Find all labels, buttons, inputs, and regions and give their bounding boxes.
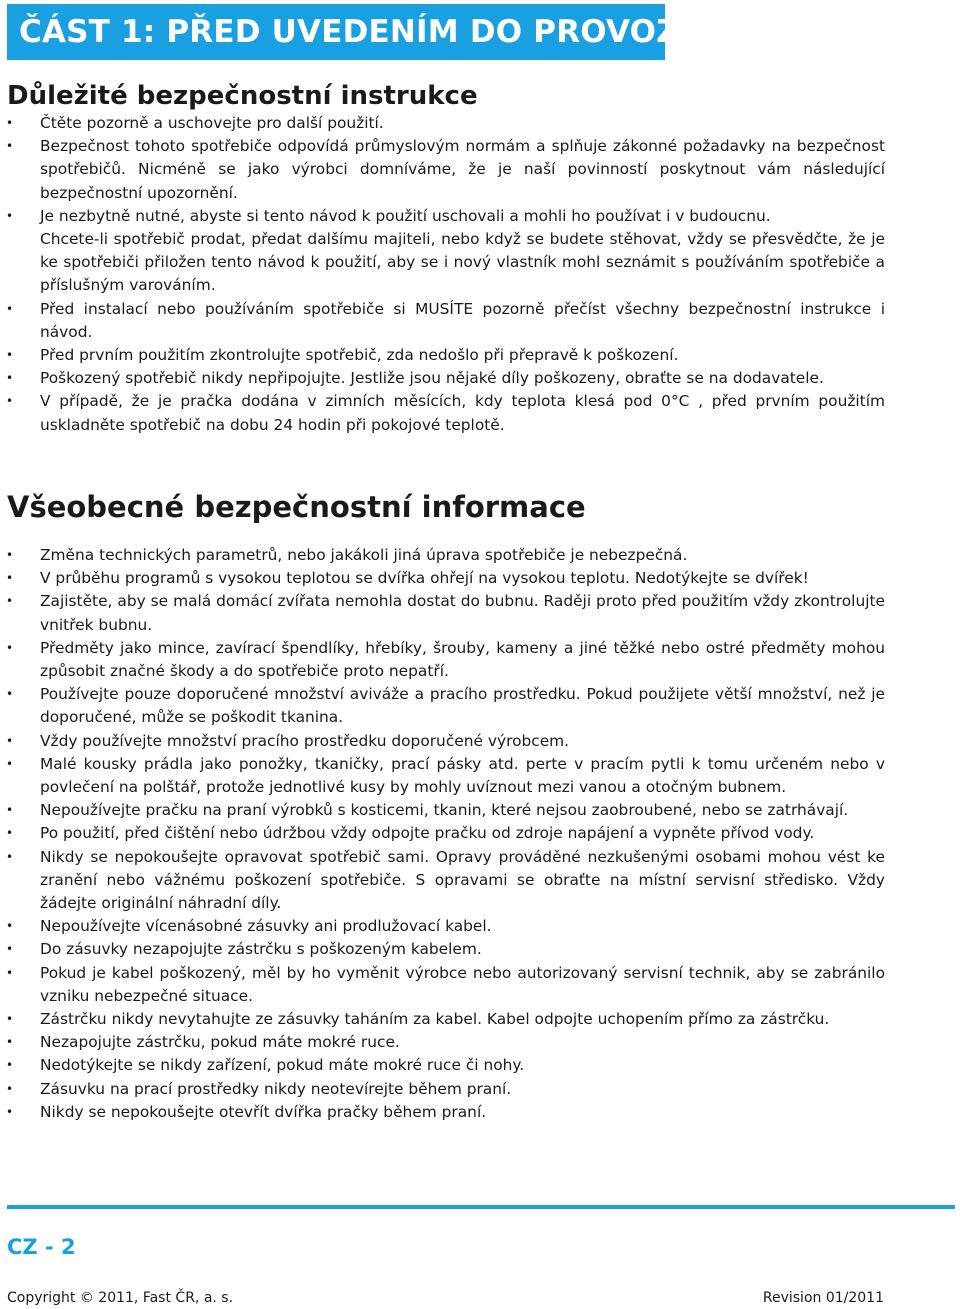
list-item-text: Před instalací nebo používáním spotřebiče si MUSÍTE pozorně přečíst všechny bezpečnostní instrukce i návod. bbox=[40, 299, 885, 341]
list-item-text: Nepoužívejte vícenásobné zásuvky ani prodlužovací kabel. bbox=[40, 917, 492, 936]
list-item-text: Nedotýkejte se nikdy zařízení, pokud máte mokré ruce či nohy. bbox=[40, 1056, 525, 1075]
bullet-icon: • bbox=[6, 548, 14, 562]
list-item-text: Malé kousky prádla jako ponožky, tkaničky, prací pásky atd. perte v pracím pytli k tomu určeném nebo v povlečení na polštář, protože jednotlivé kusy by mohly uvíznout mezi vanou a otočným bubnem. bbox=[40, 754, 885, 797]
list-item-text: Zásuvku na prací prostředky nikdy neotevírejte během praní. bbox=[40, 1079, 512, 1098]
bullet-icon: • bbox=[6, 301, 14, 316]
list-item bbox=[0, 1101, 885, 1124]
list-item bbox=[0, 637, 885, 683]
bullet-icon: • bbox=[6, 394, 14, 409]
list-item-text: Nezapojujte zástrčku, pokud máte mokré ruce. bbox=[40, 1033, 400, 1052]
general-safety-list bbox=[0, 544, 885, 1124]
list-item bbox=[0, 1031, 885, 1054]
list-item bbox=[0, 544, 885, 567]
list-item-text: Do zásuvky nezapojujte zástrčku s poškozeným kabelem. bbox=[40, 940, 482, 959]
list-item bbox=[0, 367, 885, 390]
bullet-icon: • bbox=[6, 571, 14, 586]
list-item bbox=[0, 753, 885, 799]
bullet-icon: • bbox=[6, 826, 14, 841]
list-item-text: Vždy používejte množství pracího prostředku doporučené výrobcem. bbox=[40, 731, 570, 750]
list-item-text: V průběhu programů s vysokou teplotou se dvířka ohřejí na vysokou teplotu. Nedotýkejte se dvířek! bbox=[40, 569, 809, 588]
list-item-continuation bbox=[0, 228, 885, 298]
bullet-icon: • bbox=[6, 849, 14, 864]
list-item bbox=[0, 799, 885, 822]
list-item bbox=[0, 135, 885, 205]
list-item bbox=[0, 1008, 885, 1031]
bullet-icon: • bbox=[6, 208, 14, 223]
list-item-text: Chcete-li spotřebič prodat, předat dalšímu majiteli, nebo když se budete stěhovat, vždy se přesvědčte, že je ke spotřebiči přiložen tento návod k použití, aby se i nový vlastník mohl seznámit s používáním spotřebiče a příslušným varováním. bbox=[40, 230, 885, 295]
list-item-text: Pokud je kabel poškozený, měl by ho vyměnit výrobce nebo autorizovaný servisní technik, aby se zabránilo vzniku nebezpečné situace. bbox=[40, 963, 885, 1005]
list-item bbox=[0, 938, 885, 961]
list-item bbox=[0, 298, 885, 344]
bullet-icon: • bbox=[6, 1104, 14, 1119]
bullet-icon: • bbox=[6, 687, 14, 702]
list-item-text: Bezpečnost tohoto spotřebiče odpovídá průmyslovým normám a splňuje zákonné požadavky na bezpečnost spotřebičů. Nicméně se jako výrobci domníváme, že je naší povinností poskytnout vám následující bezpečnostní upozornění. bbox=[40, 137, 885, 202]
list-item-text: Změna technických parametrů, nebo jakákoli jiná úprava spotřebiče je nebezpečná. bbox=[40, 546, 688, 564]
bullet-icon: • bbox=[6, 640, 14, 655]
bullet-icon: • bbox=[6, 594, 14, 609]
list-item-text: Je nezbytně nutné, abyste si tento návod k použití uschovali a mohli ho používat i v budoucnu. bbox=[40, 206, 771, 225]
list-item-text: Zástrčku nikdy nevytahujte ze zásuvky taháním za kabel. Kabel odpojte uchopením přímo za zástrčku. bbox=[40, 1010, 830, 1029]
footer-divider bbox=[7, 1205, 955, 1209]
banner-title: ČÁST 1: PŘED UVEDENÍM DO PROVOZU bbox=[19, 14, 705, 50]
bullet-icon: • bbox=[6, 348, 14, 363]
revision-text: Revision 01/2011 bbox=[762, 1290, 884, 1306]
list-item-text: Před prvním použitím zkontrolujte spotřebič, zda nedošlo při přepravě k poškození. bbox=[40, 346, 679, 365]
list-item bbox=[0, 567, 885, 590]
bullet-icon: • bbox=[6, 1058, 14, 1073]
bullet-icon: • bbox=[6, 116, 14, 130]
bullet-icon: • bbox=[6, 756, 14, 771]
list-item bbox=[0, 730, 885, 753]
bullet-icon: • bbox=[6, 965, 14, 980]
list-item-text: Nikdy se nepokoušejte opravovat spotřebič sami. Opravy prováděné nezkušenými osobami mohou vést ke zranění nebo vážnému poškození spotřebiče. S opravami se obraťte na místní servisní středisko. Vždy žádejte originální náhradní díly. bbox=[40, 847, 885, 913]
list-item-text: V případě, že je pračka dodána v zimních měsících, kdy teplota klesá pod 0°C , před prvním použitím uskladněte spotřebič na dobu 24 hodin při pokojové teplotě. bbox=[40, 392, 885, 434]
page-number: CZ - 2 bbox=[7, 1235, 76, 1259]
safety-instructions-list bbox=[0, 112, 885, 437]
bullet-icon: • bbox=[6, 919, 14, 934]
list-item-text: Předměty jako mince, zavírací špendlíky, hřebíky, šrouby, kameny a jiné těžké nebo ostré předměty mohou způsobit značné škody a do spotřebiče proto nepatří. bbox=[40, 638, 885, 681]
bullet-icon: • bbox=[6, 803, 14, 818]
list-item bbox=[0, 683, 885, 729]
list-item-text: Zajistěte, aby se malá domácí zvířata nemohla dostat do bubnu. Raději proto před použitím vždy zkontrolujte vnitřek bubnu. bbox=[40, 592, 885, 634]
list-item bbox=[0, 390, 885, 436]
bullet-icon: • bbox=[6, 942, 14, 957]
list-item bbox=[0, 1078, 885, 1101]
bullet-icon: • bbox=[6, 1012, 14, 1027]
page-banner bbox=[7, 4, 705, 60]
list-item bbox=[0, 590, 885, 636]
copyright-text: Copyright © 2011, Fast ČR, a. s. bbox=[7, 1290, 234, 1306]
bullet-icon: • bbox=[6, 1035, 14, 1050]
bullet-icon: • bbox=[6, 1081, 14, 1096]
bullet-icon: • bbox=[6, 139, 14, 154]
list-item bbox=[0, 112, 885, 135]
list-item-text: Nikdy se nepokoušejte otevřít dvířka pračky během praní. bbox=[40, 1102, 487, 1121]
list-item bbox=[0, 1054, 885, 1077]
list-item bbox=[0, 915, 885, 938]
list-item-text: Nepoužívejte pračku na praní výrobků s kosticemi, tkanin, které nejsou zaobroubené, nebo se zatrhávají. bbox=[40, 801, 849, 820]
list-item bbox=[0, 344, 885, 367]
list-item-text: Používejte pouze doporučené množství aviváže a pracího prostředku. Pokud použijete větší množství, než je doporučené, může se poškodit tkanina. bbox=[40, 685, 885, 727]
list-item-text: Poškozený spotřebič nikdy nepřipojujte. Jestliže jsou nějaké díly poškozeny, obraťte se na dodavatele. bbox=[40, 369, 824, 388]
list-item-text: Po použití, před čištění nebo údržbou vždy odpojte pračku od zdroje napájení a vypněte přívod vody. bbox=[40, 824, 815, 843]
bullet-icon: • bbox=[6, 733, 14, 748]
list-item bbox=[0, 822, 885, 845]
section-title-safety-instructions: Důležité bezpečnostní instrukce bbox=[7, 81, 478, 111]
bullet-icon: • bbox=[6, 371, 14, 386]
section-title-general-safety: Všeobecné bezpečnostní informace bbox=[7, 490, 586, 524]
list-item-text: Čtěte pozorně a uschovejte pro další použití. bbox=[40, 114, 384, 132]
list-item bbox=[0, 962, 885, 1008]
list-item bbox=[0, 205, 885, 228]
list-item bbox=[0, 846, 885, 916]
